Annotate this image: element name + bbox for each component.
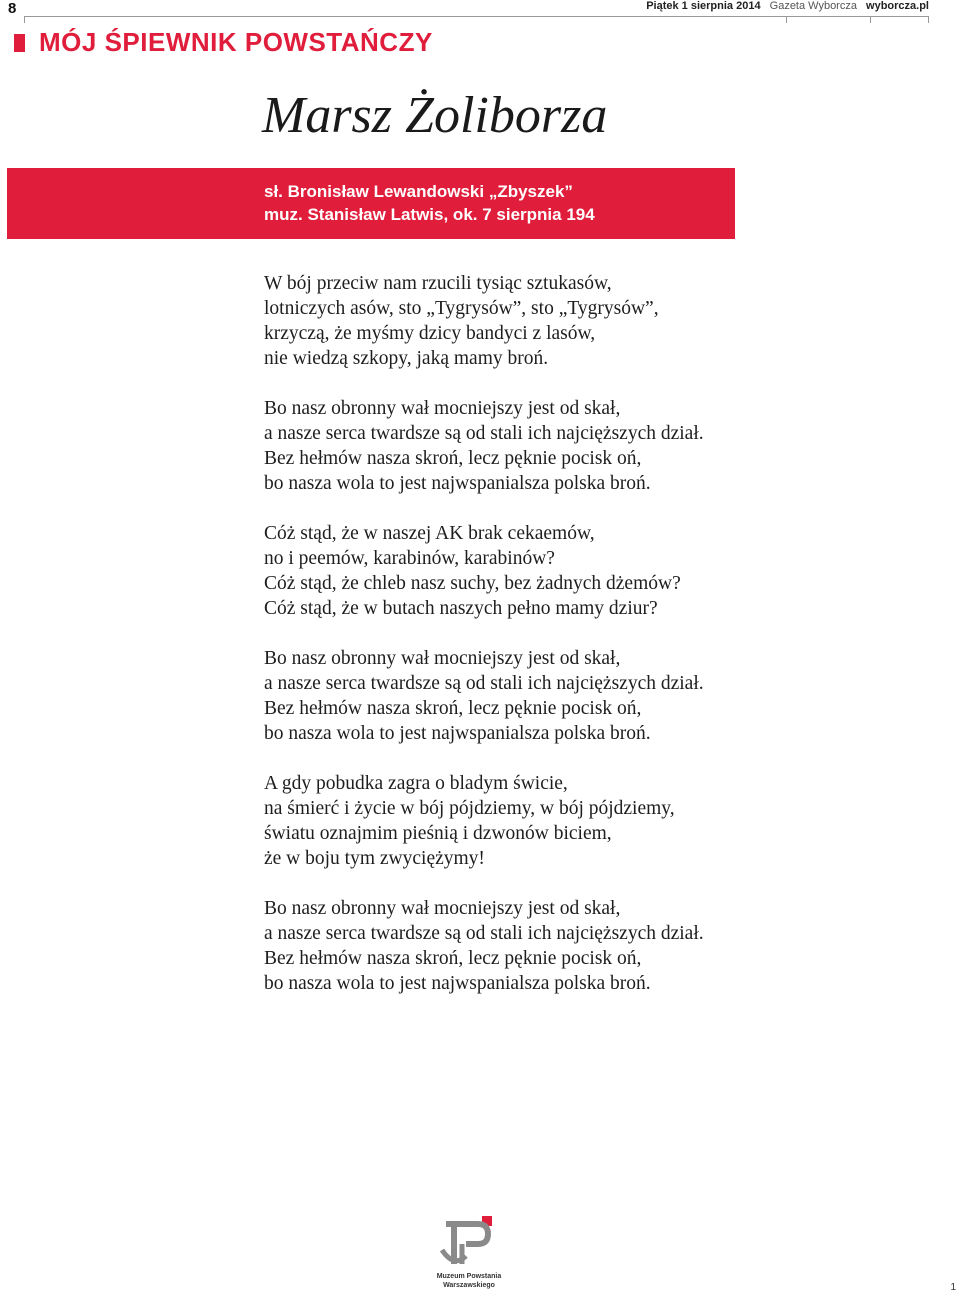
song-title: Marsz Żoliborza xyxy=(262,87,608,144)
museum-name xyxy=(424,1272,514,1290)
lyric-line: a nasze serca twardsze są od stali ich najcięższych dział. xyxy=(264,923,704,944)
lyric-line: Bez hełmów nasza skroń, lecz pęknie pocisk oń, xyxy=(264,448,642,469)
lyric-line: W bój przeciw nam rzucili tysiąc sztukasów, xyxy=(264,273,612,294)
header-tick xyxy=(928,16,929,23)
stanza xyxy=(264,521,704,621)
issue-date: Piątek 1 sierpnia 2014 xyxy=(646,0,761,12)
lyric-line: Cóż stąd, że w naszej AK brak cekaemów, xyxy=(264,523,595,544)
lyric-line: Bez hełmów nasza skroń, lecz pęknie pocisk oń, xyxy=(264,698,642,719)
lyric-line: Bo nasz obronny wał mocniejszy jest od skał, xyxy=(264,898,621,919)
header-tick xyxy=(870,16,871,23)
lyric-line: Cóż stąd, że w butach naszych pełno mamy dziur? xyxy=(264,598,658,619)
lyric-line: lotniczych asów, sto „Tygrysów”, sto „Tygrysów”, xyxy=(264,298,659,319)
section-marker xyxy=(14,34,25,52)
website-link[interactable]: wyborcza.pl xyxy=(866,0,929,12)
lyric-line: bo nasza wola to jest najwspanialsza polska broń. xyxy=(264,723,651,744)
lyrics-credit: sł. Bronisław Lewandowski „Zbyszek” xyxy=(264,182,573,201)
stanza xyxy=(264,646,704,746)
footer-page-number: 1 xyxy=(950,1282,956,1293)
lyric-line: Bez hełmów nasza skroń, lecz pęknie pocisk oń, xyxy=(264,948,642,969)
museum-name-line: Muzeum Powstania xyxy=(436,1273,502,1280)
header-meta xyxy=(646,0,929,12)
lyric-line: nie wiedzą szkopy, jaką mamy broń. xyxy=(264,348,549,369)
lyric-line: bo nasza wola to jest najwspanialsza polska broń. xyxy=(264,973,651,994)
newspaper-name: Gazeta Wyborcza xyxy=(769,0,857,12)
stanza xyxy=(264,396,704,496)
header-rule xyxy=(24,16,929,17)
lyric-line: no i peemów, karabinów, karabinów? xyxy=(264,548,555,569)
museum-name-line: Warszawskiego xyxy=(443,1282,495,1289)
stanza xyxy=(264,771,704,871)
lyric-line: a nasze serca twardsze są od stali ich najcięższych dział. xyxy=(264,423,704,444)
lyric-line: krzyczą, że myśmy dzicy bandyci z lasów, xyxy=(264,323,596,344)
page-number: 8 xyxy=(8,0,17,17)
lyric-line: na śmierć i życie w bój pójdziemy, w bój pójdziemy, xyxy=(264,798,675,819)
lyric-line: a nasze serca twardsze są od stali ich najcięższych dział. xyxy=(264,673,704,694)
kotwica-icon xyxy=(432,1212,506,1272)
lyric-line: bo nasza wola to jest najwspanialsza polska broń. xyxy=(264,473,651,494)
stanza xyxy=(264,896,704,996)
stanza xyxy=(264,271,704,371)
header-tick xyxy=(786,16,787,23)
lyric-line: Bo nasz obronny wał mocniejszy jest od skał, xyxy=(264,648,621,669)
header-tick xyxy=(24,16,25,23)
lyrics xyxy=(264,271,704,1021)
song-credits xyxy=(264,180,595,226)
lyric-line: Bo nasz obronny wał mocniejszy jest od skał, xyxy=(264,398,621,419)
lyric-line: A gdy pobudka zagra o bladym świcie, xyxy=(264,773,568,794)
lyric-line: że w boju tym zwyciężymy! xyxy=(264,848,485,869)
lyric-line: światu oznajmim pieśnią i dzwonów biciem, xyxy=(264,823,612,844)
music-credit: muz. Stanisław Latwis, ok. 7 sierpnia 194 xyxy=(264,205,595,224)
lyric-line: Cóż stąd, że chleb nasz suchy, bez żadnych dżemów? xyxy=(264,573,681,594)
section-title: MÓJ ŚPIEWNIK POWSTAŃCZY xyxy=(39,27,433,57)
